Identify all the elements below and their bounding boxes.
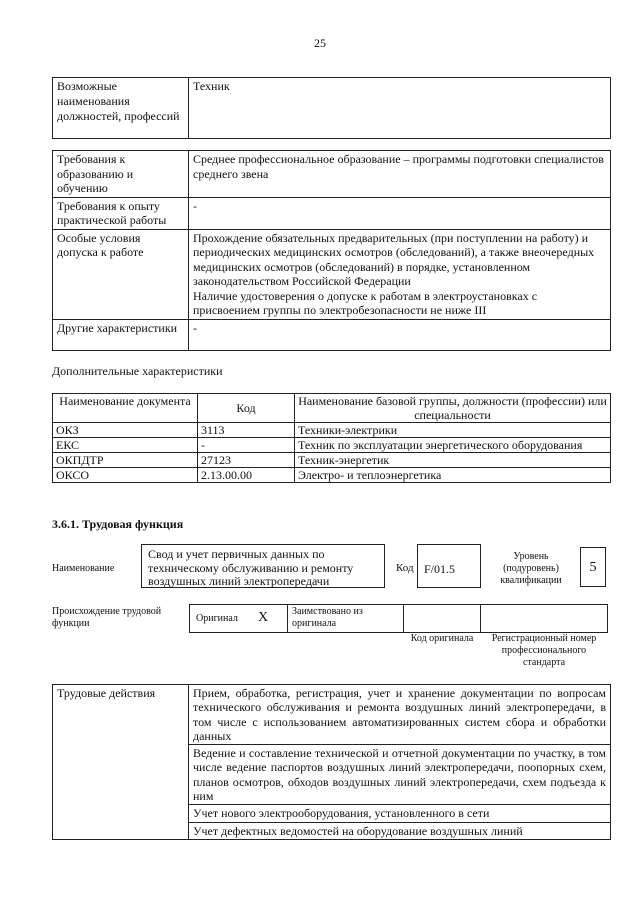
req-conditions-value: Прохождение обязательных предварительных (при поступлении на работу) и периодических медицинских осмотров (обследований), а также внеочередных медицинских осмотров (обследований) в порядке, установленном законодательством Российской Федерации <box>193 230 595 288</box>
table-row <box>53 468 611 483</box>
action-item: Ведение и составление технической и отчетной документации по участку, в том числе ведение паспортов воздушных линий электропередачи, поопорных схем, планов осмотров, обходов воздушных линий электропередачи, схем подъезда к ним <box>189 745 611 805</box>
function-level-label: Уровень (подуровень) квалификации <box>500 551 562 586</box>
original-mark: X <box>258 610 269 625</box>
table-row <box>53 438 611 453</box>
page-number: 25 <box>314 36 326 50</box>
action-item: Прием, обработка, регистрация, учет и хранение документации по вопросам технического обслуживания и ремонта воздушных линий электропередачи, в том числе с использованием автоматизированных систем сбора и обработки данных <box>189 685 611 745</box>
original-label: Оригинал <box>196 613 238 624</box>
additional-cell: 2.13.00.00 <box>198 468 295 483</box>
action-item: Учет нового электрооборудования, установленного в сети <box>189 805 611 822</box>
additional-cell: Электро- и теплоэнергетика <box>295 468 611 483</box>
requirements-table <box>52 150 611 351</box>
additional-cell: ОКЗ <box>53 423 198 438</box>
additional-cell: ОКПДТР <box>53 453 198 468</box>
additional-cell: Техник-энергетик <box>295 453 611 468</box>
origin-divider <box>480 604 481 632</box>
origin-label: Происхождение трудовой функции <box>52 606 162 629</box>
code-original-label: Код оригинала <box>410 633 474 644</box>
origin-divider <box>287 604 288 632</box>
req-other-label: Другие характеристики <box>53 319 189 350</box>
origin-box <box>189 604 608 633</box>
reg-number-label: Регистрационный номер профессионального стандарта <box>491 633 597 668</box>
additional-header-code: Код <box>198 394 295 423</box>
function-level-value: 5 <box>580 547 606 587</box>
additional-cell: ОКСО <box>53 468 198 483</box>
table-row <box>53 423 611 438</box>
function-name-value: Свод и учет первичных данных по техническому обслуживанию и ремонту воздушных линий электропередачи <box>141 544 385 588</box>
actions-label: Трудовые действия <box>53 685 189 840</box>
additional-cell: 27123 <box>198 453 295 468</box>
additional-heading: Дополнительные характеристики <box>52 364 223 378</box>
additional-header-doc: Наименование документа <box>53 394 198 423</box>
req-experience-label: Требования к опыту практической работы <box>53 197 189 229</box>
req-experience-value: - <box>189 197 611 229</box>
additional-cell: Техник по эксплуатации энергетического оборудования <box>295 438 611 453</box>
positions-table <box>52 77 611 139</box>
req-conditions-value-2: Наличие удостоверения о допуске к работам в электроустановках с присвоением группы по электробезопасности не ниже III <box>193 288 538 317</box>
additional-header-name: Наименование базовой группы, должности (профессии) или специальности <box>295 394 611 423</box>
req-conditions-label: Особые условия допуска к работе <box>53 229 189 319</box>
borrowed-label: Заимствовано из оригинала <box>292 606 363 629</box>
additional-cell: Техники-электрики <box>295 423 611 438</box>
positions-label: Возможные наименования должностей, профессий <box>53 78 189 139</box>
additional-cell: ЕКС <box>53 438 198 453</box>
req-conditions-cell <box>189 229 611 319</box>
req-other-value: - <box>189 319 611 350</box>
req-education-value: Среднее профессиональное образование – программы подготовки специалистов среднего звена <box>189 151 611 198</box>
function-name-label: Наименование <box>52 563 115 574</box>
function-code-label: Код <box>396 562 414 574</box>
function-code-value: F/01.5 <box>417 544 481 588</box>
req-education-label: Требования к образованию и обучению <box>53 151 189 198</box>
function-title: 3.6.1. Трудовая функция <box>52 517 184 531</box>
origin-divider <box>403 604 404 632</box>
additional-cell: - <box>198 438 295 453</box>
action-item: Учет дефектных ведомостей на оборудование воздушных линий <box>189 822 611 839</box>
actions-table <box>52 684 611 840</box>
additional-cell: 3113 <box>198 423 295 438</box>
additional-table <box>52 393 611 483</box>
positions-value: Техник <box>189 78 611 139</box>
table-row <box>53 453 611 468</box>
